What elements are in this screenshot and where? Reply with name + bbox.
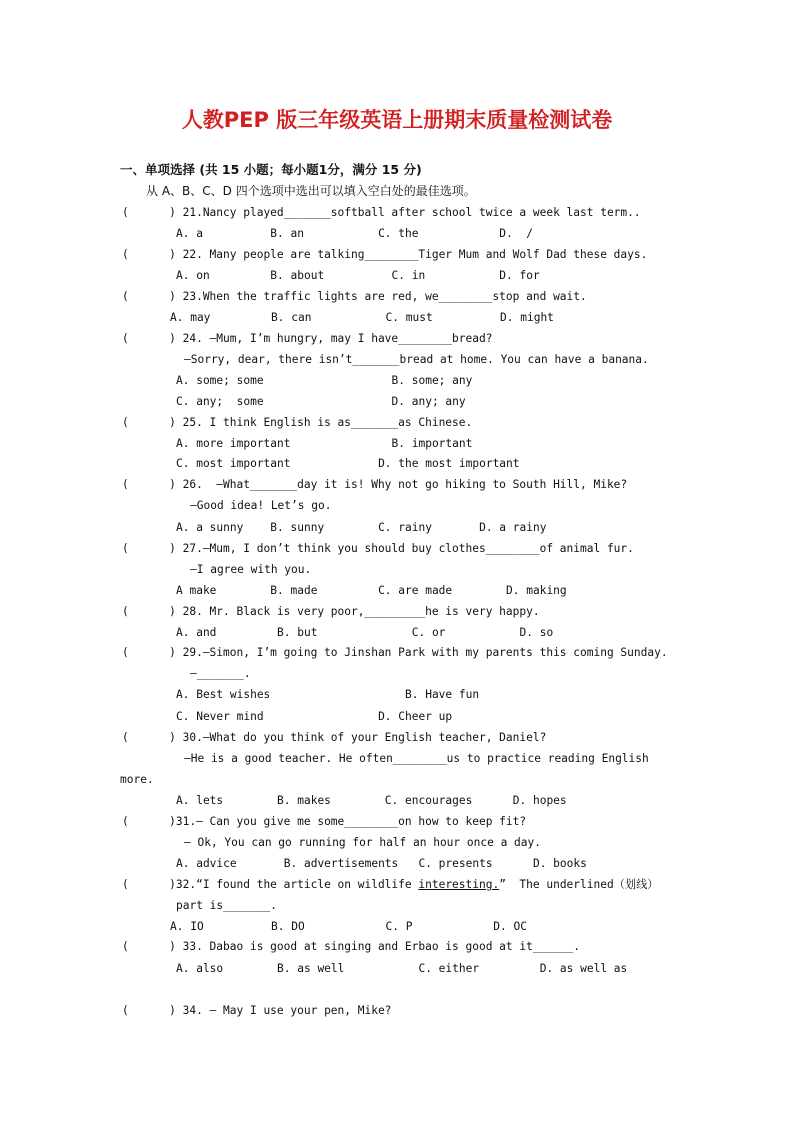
- options-31: A. advice B. advertisements C. presents D. books: [176, 857, 587, 870]
- question-21: ( ) 21.Nancy played_______softball after school twice a week last term..: [122, 206, 641, 219]
- underlined-word: interesting.: [418, 878, 500, 891]
- question-26: ( ) 26. —What_______day it is! Why not go hiking to South Hill, Mike?: [122, 478, 628, 491]
- question-30-reply: —He is a good teacher. He often________us to practice reading English: [184, 752, 649, 765]
- page-title: 人教PEP 版三年级英语上册期末质量检测试卷: [181, 108, 613, 132]
- options-29-cd: C. Never mind D. Cheer up: [176, 710, 453, 723]
- question-33: ( ) 33. Dabao is good at singing and Erbao is good at it______.: [122, 940, 581, 953]
- options-24-ab: A. some; some B. some; any: [176, 374, 473, 387]
- question-30-reply-cont: more.: [120, 773, 154, 786]
- options-26: A. a sunny B. sunny C. rainy D. a rainy: [176, 521, 547, 534]
- question-27-reply: —I agree with you.: [190, 563, 312, 576]
- question-28: ( ) 28. Mr. Black is very poor,_________he is very happy.: [122, 605, 540, 618]
- question-23: ( ) 23.When the traffic lights are red, we________stop and wait.: [122, 290, 587, 303]
- options-28: A. and B. but C. or D. so: [176, 626, 554, 639]
- options-24-cd: C. any; some D. any; any: [176, 395, 466, 408]
- question-34: ( ) 34. — May I use your pen, Mike?: [122, 1004, 392, 1017]
- question-26-reply: —Good idea! Let’s go.: [190, 499, 332, 512]
- options-25-ab: A. more important B. important: [176, 437, 473, 450]
- question-32-cont: part is_______.: [176, 899, 278, 912]
- question-22: ( ) 22. Many people are talking________Tiger Mum and Wolf Dad these days.: [122, 248, 648, 261]
- options-30: A. lets B. makes C. encourages D. hopes: [176, 794, 567, 807]
- question-29: ( ) 29.—Simon, I’m going to Jinshan Park with my parents this coming Sunday.: [122, 646, 668, 659]
- section-instruction: 从 A、B、C、D 四个选项中选出可以填入空白处的最佳选项。: [146, 184, 476, 198]
- question-31: ( )31.— Can you give me some________on how to keep fit?: [122, 815, 527, 828]
- options-23: A. may B. can C. must D. might: [170, 311, 554, 324]
- section-heading: 一、单项选择 (共 15 小题；每小题1分，满分 15 分): [120, 162, 422, 177]
- options-32: A. IO B. DO C. P D. OC: [170, 920, 527, 933]
- question-27: ( ) 27.—Mum, I don’t think you should buy clothes________of animal fur.: [122, 542, 634, 555]
- question-32: ( )32.“I found the article on wildlife interesting.” The underlined（划线）: [122, 878, 659, 891]
- question-31-reply: — Ok, You can go running for half an hour once a day.: [184, 836, 541, 849]
- options-22: A. on B. about C. in D. for: [176, 269, 540, 282]
- options-25-cd: C. most important D. the most important: [176, 457, 520, 470]
- question-25: ( ) 25. I think English is as_______as Chinese.: [122, 416, 473, 429]
- options-29-ab: A. Best wishes B. Have fun: [176, 688, 480, 701]
- question-29-reply: —_______.: [190, 667, 251, 680]
- question-30: ( ) 30.—What do you think of your English teacher, Daniel?: [122, 731, 547, 744]
- options-33: A. also B. as well C. either D. as well as: [176, 962, 628, 975]
- question-24: ( ) 24. —Mum, I’m hungry, may I have________bread?: [122, 332, 493, 345]
- question-24-reply: —Sorry, dear, there isn’t_______bread at home. You can have a banana.: [184, 353, 649, 366]
- options-27: A make B. made C. are made D. making: [176, 584, 567, 597]
- options-21: A. a B. an C. the D. /: [176, 227, 533, 240]
